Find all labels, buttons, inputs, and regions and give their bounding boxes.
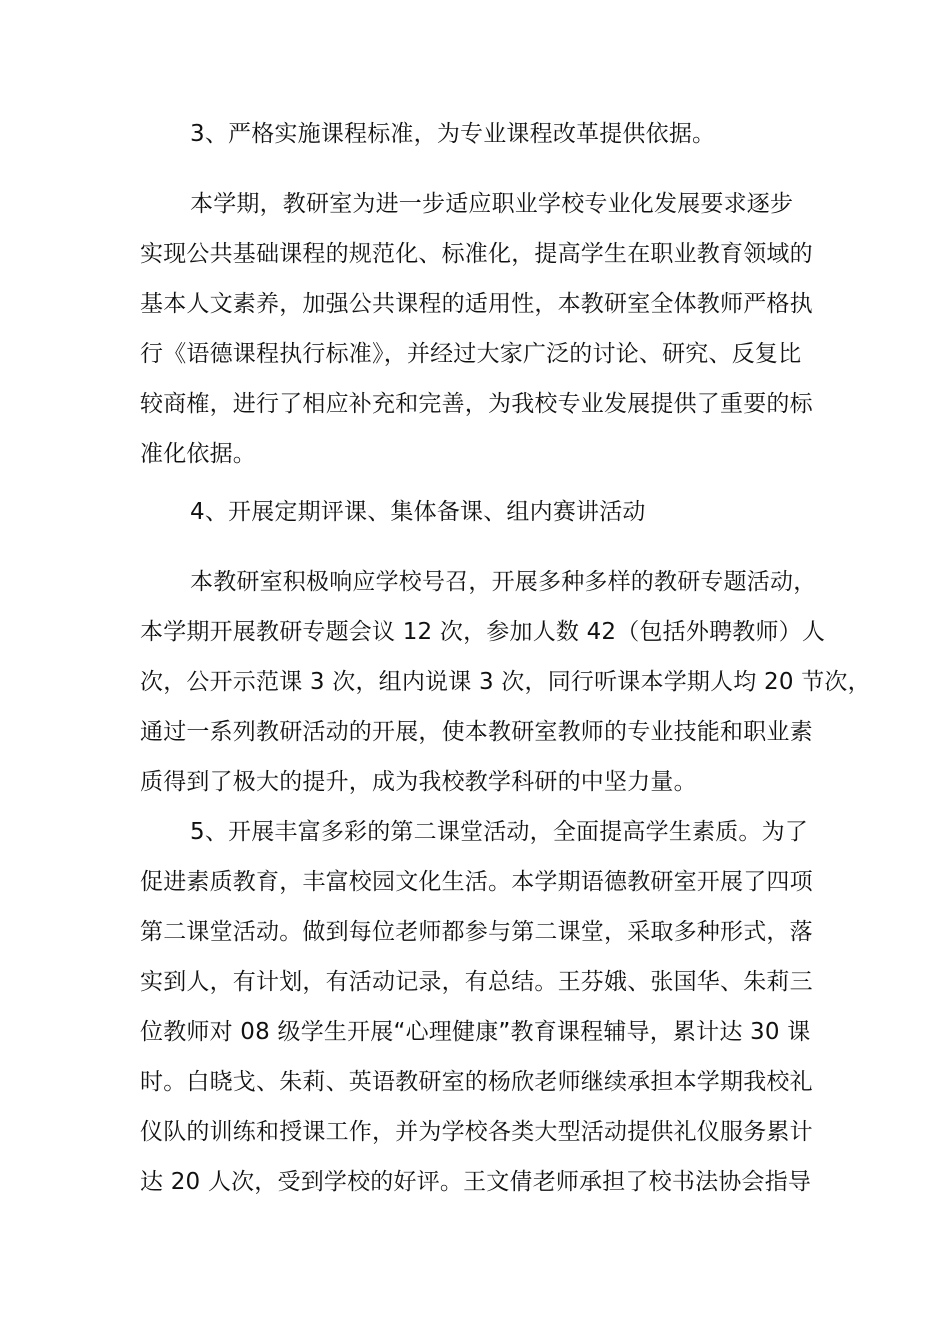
paragraph-line: 通过一系列教研活动的开展，使本教研室教师的专业技能和职业素 xyxy=(140,719,813,745)
paragraph-line: 质得到了极大的提升，成为我校教学科研的中坚力量。 xyxy=(140,769,697,795)
paragraph-line: 仪队的训练和授课工作，并为学校各类大型活动提供礼仪服务累计 xyxy=(140,1119,813,1145)
paragraph-line: 行《语德课程执行标准》，并经过大家广泛的讨论、研究、反复比 xyxy=(140,341,802,367)
heading-item-3: 3、严格实施课程标准，为专业课程改革提供依据。 xyxy=(190,121,716,147)
paragraph-line: 次，公开示范课 3 次，组内说课 3 次，同行听课本学期人均 20 节次， xyxy=(140,669,871,695)
paragraph-line: 本教研室积极响应学校号召，开展多种多样的教研专题活动， xyxy=(190,569,817,595)
paragraph-line: 本学期开展教研专题会议 12 次，参加人数 42（包括外聘教师）人 xyxy=(140,619,826,645)
paragraph-line: 位教师对 08 级学生开展“心理健康”教育课程辅导，累计达 30 课 xyxy=(140,1019,811,1045)
paragraph-line: 第二课堂活动。做到每位老师都参与第二课堂，采取多种形式，落 xyxy=(140,919,813,945)
paragraph-line: 实到人，有计划，有活动记录，有总结。王芬娥、张国华、朱莉三 xyxy=(140,969,813,995)
paragraph-line: 实现公共基础课程的规范化、标准化，提高学生在职业教育领域的 xyxy=(140,241,813,267)
paragraph-line: 基本人文素养，加强公共课程的适用性，本教研室全体教师严格执 xyxy=(140,291,813,317)
paragraph-line: 较商榷，进行了相应补充和完善，为我校专业发展提供了重要的标 xyxy=(140,391,813,417)
paragraph-line: 达 20 人次，受到学校的好评。王文倩老师承担了校书法协会指导 xyxy=(140,1169,812,1195)
paragraph-line: 时。白晓戈、朱莉、英语教研室的杨欣老师继续承担本学期我校礼 xyxy=(140,1069,813,1095)
heading-item-4: 4、开展定期评课、集体备课、组内赛讲活动 xyxy=(190,499,646,525)
paragraph-line: 促进素质教育，丰富校园文化生活。本学期语德教研室开展了四项 xyxy=(140,869,813,895)
heading-item-5: 5、开展丰富多彩的第二课堂活动，全面提高学生素质。为了 xyxy=(190,819,809,845)
paragraph-line: 准化依据。 xyxy=(140,441,256,467)
paragraph-line: 本学期，教研室为进一步适应职业学校专业化发展要求逐步 xyxy=(190,191,794,217)
